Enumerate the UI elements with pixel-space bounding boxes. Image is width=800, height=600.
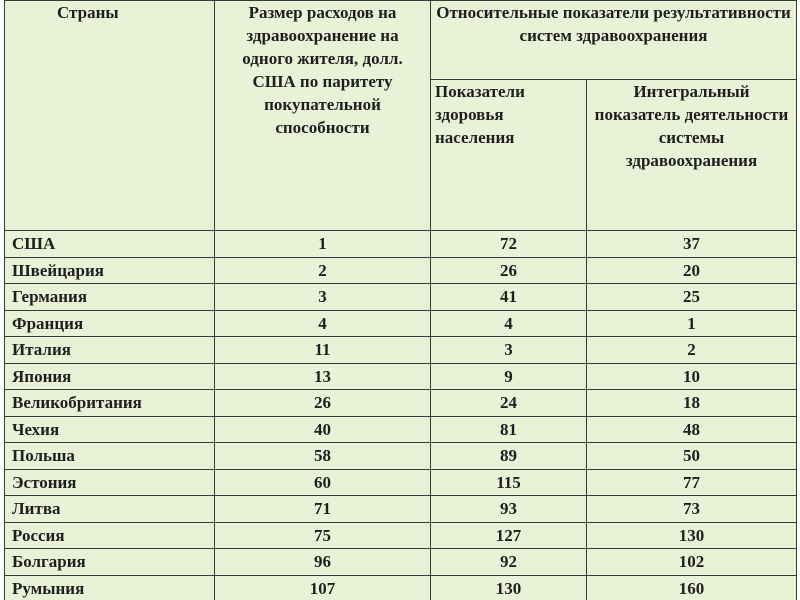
cell-spending: 60 [215, 469, 431, 496]
cell-integral: 20 [587, 257, 797, 284]
cell-spending: 107 [215, 575, 431, 600]
cell-spending: 2 [215, 257, 431, 284]
header-health: Показатели здоровья населения [431, 80, 587, 231]
table-row [5, 231, 797, 258]
cell-spending: 4 [215, 310, 431, 337]
cell-spending: 96 [215, 549, 431, 576]
table-row [5, 549, 797, 576]
cell-country: Румыния [5, 575, 215, 600]
cell-country: США [5, 231, 215, 258]
cell-integral: 1 [587, 310, 797, 337]
cell-spending: 40 [215, 416, 431, 443]
table-row [5, 310, 797, 337]
cell-health: 115 [431, 469, 587, 496]
table-row [5, 575, 797, 600]
cell-health: 130 [431, 575, 587, 600]
cell-health: 41 [431, 284, 587, 311]
healthcare-table [4, 0, 797, 600]
cell-integral: 77 [587, 469, 797, 496]
cell-health: 81 [431, 416, 587, 443]
cell-health: 72 [431, 231, 587, 258]
cell-spending: 3 [215, 284, 431, 311]
table-row [5, 257, 797, 284]
table-row [5, 390, 797, 417]
cell-country: Франция [5, 310, 215, 337]
header-relative-indicators: Относительные показатели результативности систем здравоохранения [431, 1, 797, 80]
cell-health: 9 [431, 363, 587, 390]
cell-country: Великобритания [5, 390, 215, 417]
cell-country: Россия [5, 522, 215, 549]
table-row [5, 443, 797, 470]
table-row [5, 337, 797, 364]
cell-integral: 50 [587, 443, 797, 470]
cell-country: Польша [5, 443, 215, 470]
cell-country: Италия [5, 337, 215, 364]
cell-integral: 18 [587, 390, 797, 417]
cell-health: 92 [431, 549, 587, 576]
table-body [5, 231, 797, 600]
cell-health: 89 [431, 443, 587, 470]
cell-spending: 11 [215, 337, 431, 364]
cell-health: 24 [431, 390, 587, 417]
cell-health: 93 [431, 496, 587, 523]
cell-integral: 25 [587, 284, 797, 311]
header-countries: Страны [5, 1, 215, 231]
cell-integral: 10 [587, 363, 797, 390]
cell-country: Литва [5, 496, 215, 523]
cell-spending: 13 [215, 363, 431, 390]
cell-spending: 71 [215, 496, 431, 523]
cell-integral: 160 [587, 575, 797, 600]
cell-spending: 26 [215, 390, 431, 417]
cell-country: Германия [5, 284, 215, 311]
cell-health: 4 [431, 310, 587, 337]
cell-health: 127 [431, 522, 587, 549]
cell-country: Швейцария [5, 257, 215, 284]
cell-spending: 75 [215, 522, 431, 549]
header-integral: Интегральный показатель деятельности системы здравоохранения [587, 80, 797, 231]
cell-country: Эстония [5, 469, 215, 496]
cell-health: 3 [431, 337, 587, 364]
table-row [5, 496, 797, 523]
cell-integral: 73 [587, 496, 797, 523]
table-row [5, 416, 797, 443]
table-row [5, 522, 797, 549]
cell-country: Чехия [5, 416, 215, 443]
table-row [5, 284, 797, 311]
table-row [5, 363, 797, 390]
cell-integral: 130 [587, 522, 797, 549]
cell-health: 26 [431, 257, 587, 284]
cell-integral: 48 [587, 416, 797, 443]
header-spending: Размер расходов на здравоохранение на одного жителя, долл. США по паритету покупательной способности [215, 1, 431, 231]
table-header [5, 1, 797, 231]
cell-country: Болгария [5, 549, 215, 576]
cell-country: Япония [5, 363, 215, 390]
cell-spending: 58 [215, 443, 431, 470]
cell-integral: 37 [587, 231, 797, 258]
table-row [5, 469, 797, 496]
cell-integral: 2 [587, 337, 797, 364]
cell-integral: 102 [587, 549, 797, 576]
cell-spending: 1 [215, 231, 431, 258]
